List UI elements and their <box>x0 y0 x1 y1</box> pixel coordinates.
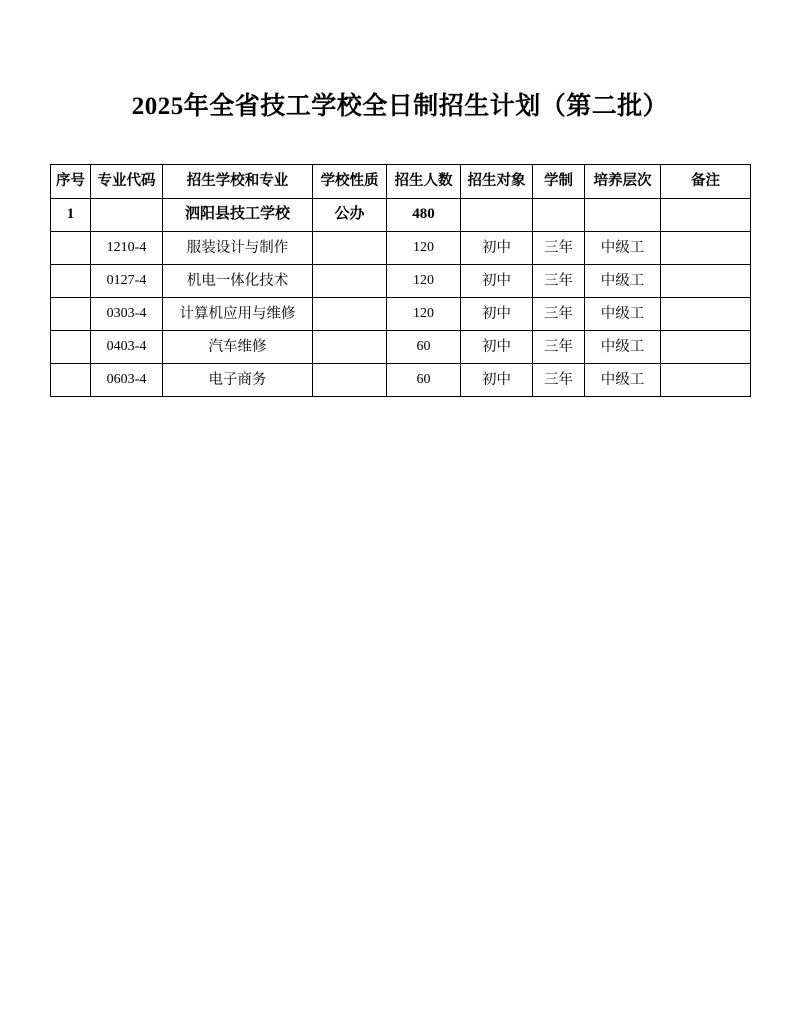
cell-remark <box>661 232 751 265</box>
cell-training-level: 中级工 <box>585 364 661 397</box>
enrollment-plan-table <box>50 164 751 397</box>
cell-enrollment-target <box>461 199 533 232</box>
cell-major-code <box>91 199 163 232</box>
cell-school-system <box>533 199 585 232</box>
table-header <box>51 165 751 199</box>
cell-school-system: 三年 <box>533 331 585 364</box>
cell-enrollment-count: 480 <box>387 199 461 232</box>
cell-school-nature <box>313 331 387 364</box>
column-header-school-nature: 学校性质 <box>313 165 387 199</box>
cell-remark <box>661 331 751 364</box>
cell-school-system: 三年 <box>533 265 585 298</box>
column-header-enrollment-target: 招生对象 <box>461 165 533 199</box>
cell-major-code: 0403-4 <box>91 331 163 364</box>
table-container <box>0 164 800 397</box>
table-row <box>51 298 751 331</box>
cell-enrollment-count: 120 <box>387 265 461 298</box>
cell-school-major: 机电一体化技术 <box>163 265 313 298</box>
cell-seq <box>51 232 91 265</box>
cell-school-nature <box>313 364 387 397</box>
cell-major-code: 0127-4 <box>91 265 163 298</box>
cell-seq: 1 <box>51 199 91 232</box>
cell-school-nature: 公办 <box>313 199 387 232</box>
cell-school-nature <box>313 265 387 298</box>
column-header-training-level: 培养层次 <box>585 165 661 199</box>
cell-enrollment-target: 初中 <box>461 232 533 265</box>
cell-school-system: 三年 <box>533 364 585 397</box>
cell-major-code: 1210-4 <box>91 232 163 265</box>
cell-school-major: 电子商务 <box>163 364 313 397</box>
column-header-school-major: 招生学校和专业 <box>163 165 313 199</box>
page-title: 2025年全省技工学校全日制招生计划（第二批） <box>131 93 669 120</box>
cell-school-nature <box>313 232 387 265</box>
column-header-seq: 序号 <box>51 165 91 199</box>
cell-enrollment-target: 初中 <box>461 298 533 331</box>
cell-seq <box>51 298 91 331</box>
table-header-row <box>51 165 751 199</box>
cell-remark <box>661 199 751 232</box>
cell-school-major: 泗阳县技工学校 <box>163 199 313 232</box>
column-header-remark: 备注 <box>661 165 751 199</box>
cell-training-level: 中级工 <box>585 232 661 265</box>
cell-enrollment-count: 60 <box>387 364 461 397</box>
cell-school-major: 计算机应用与维修 <box>163 298 313 331</box>
table-row <box>51 232 751 265</box>
column-header-enrollment-count: 招生人数 <box>387 165 461 199</box>
table-row <box>51 265 751 298</box>
cell-training-level: 中级工 <box>585 298 661 331</box>
cell-remark <box>661 364 751 397</box>
table-body <box>51 199 751 397</box>
cell-major-code: 0603-4 <box>91 364 163 397</box>
table-row <box>51 364 751 397</box>
table-row <box>51 199 751 232</box>
cell-training-level: 中级工 <box>585 331 661 364</box>
cell-seq <box>51 265 91 298</box>
cell-training-level: 中级工 <box>585 265 661 298</box>
cell-school-system: 三年 <box>533 232 585 265</box>
cell-school-major: 服装设计与制作 <box>163 232 313 265</box>
cell-seq <box>51 364 91 397</box>
cell-seq <box>51 331 91 364</box>
column-header-major-code: 专业代码 <box>91 165 163 199</box>
cell-remark <box>661 265 751 298</box>
cell-remark <box>661 298 751 331</box>
cell-enrollment-target: 初中 <box>461 364 533 397</box>
cell-enrollment-target: 初中 <box>461 331 533 364</box>
cell-school-system: 三年 <box>533 298 585 331</box>
cell-enrollment-count: 60 <box>387 331 461 364</box>
cell-enrollment-target: 初中 <box>461 265 533 298</box>
cell-school-nature <box>313 298 387 331</box>
cell-enrollment-count: 120 <box>387 232 461 265</box>
cell-enrollment-count: 120 <box>387 298 461 331</box>
column-header-school-system: 学制 <box>533 165 585 199</box>
cell-training-level <box>585 199 661 232</box>
cell-major-code: 0303-4 <box>91 298 163 331</box>
cell-school-major: 汽车维修 <box>163 331 313 364</box>
table-row <box>51 331 751 364</box>
